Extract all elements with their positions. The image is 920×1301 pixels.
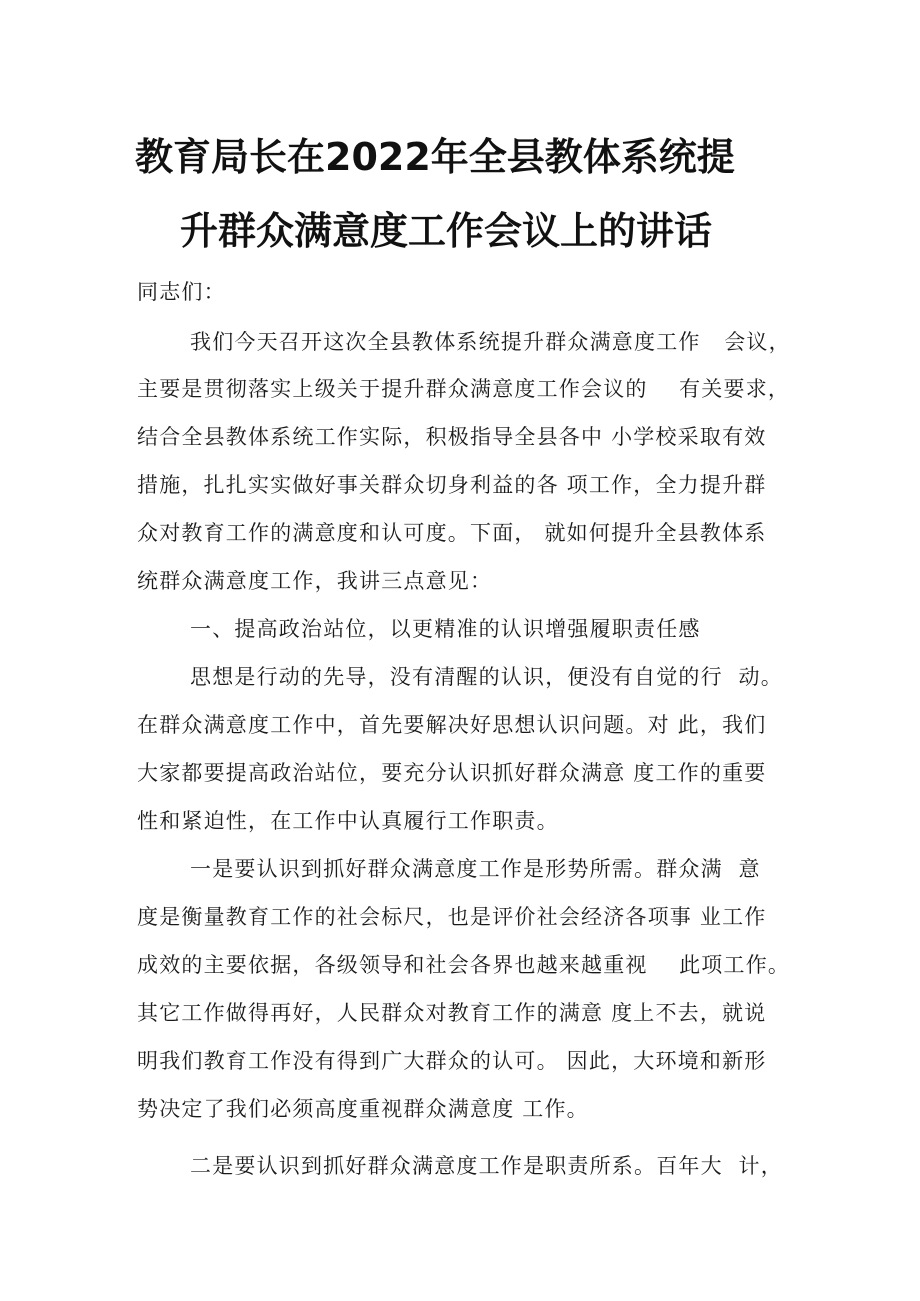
paragraph-line: 主要是贯彻落实上级关于提升群众满意度工作会议的 有关要求，	[137, 377, 791, 401]
document-title-line-1: 教育局长在2022年全县教体系统提	[135, 135, 735, 179]
paragraph-line: 结合全县教体系统工作实际，积极指导全县各中 小学校采取有效	[137, 425, 767, 449]
paragraph-line: 措施，扎扎实实做好事关群众切身利益的各 项工作，全力提升群	[137, 473, 767, 497]
paragraph-line: 众对教育工作的满意度和认可度。下面， 就如何提升全县教体系	[137, 521, 767, 545]
paragraph-line: 在群众满意度工作中，首先要解决好思想认识问题。对 此，我们	[137, 713, 767, 737]
paragraph-line: 大家都要提高政治站位，要充分认识抓好群众满意 度工作的重要	[137, 761, 767, 785]
paragraph-line: 二是要认识到抓好群众满意度工作是职责所系。百年大 计，	[190, 1154, 783, 1178]
paragraph-line: 我们今天召开这次全县教体系统提升群众满意度工作 会议，	[190, 330, 791, 354]
paragraph-line: 成效的主要依据，各级领导和社会各界也越来越重视 此项工作。	[137, 953, 791, 977]
paragraph-line: 一是要认识到抓好群众满意度工作是形势所需。群众满 意	[190, 857, 761, 881]
paragraph-line: 明我们教育工作没有得到广大群众的认可。 因此，大环境和新形	[137, 1049, 767, 1073]
paragraph-line: 其它工作做得再好，人民群众对教育工作的满意 度上不去，就说	[137, 1001, 767, 1025]
paragraph-line: 性和紧迫性，在工作中认真履行工作职责。	[137, 809, 559, 833]
paragraph-line: 势决定了我们必须高度重视群众满意度 工作。	[137, 1097, 589, 1121]
section-heading: 一、提高政治站位，以更精准的认识增强履职责任感	[190, 617, 701, 641]
salutation: 同志们：	[137, 280, 226, 304]
document-title-line-2: 升群众满意度工作会议上的讲话	[180, 209, 713, 253]
paragraph-line: 思想是行动的先导，没有清醒的认识，便没有自觉的行 动。	[190, 665, 783, 689]
paragraph-line: 统群众满意度工作，我讲三点意见：	[137, 569, 493, 593]
paragraph-line: 度是衡量教育工作的社会标尺，也是评价社会经济各项事 业工作	[137, 905, 767, 929]
